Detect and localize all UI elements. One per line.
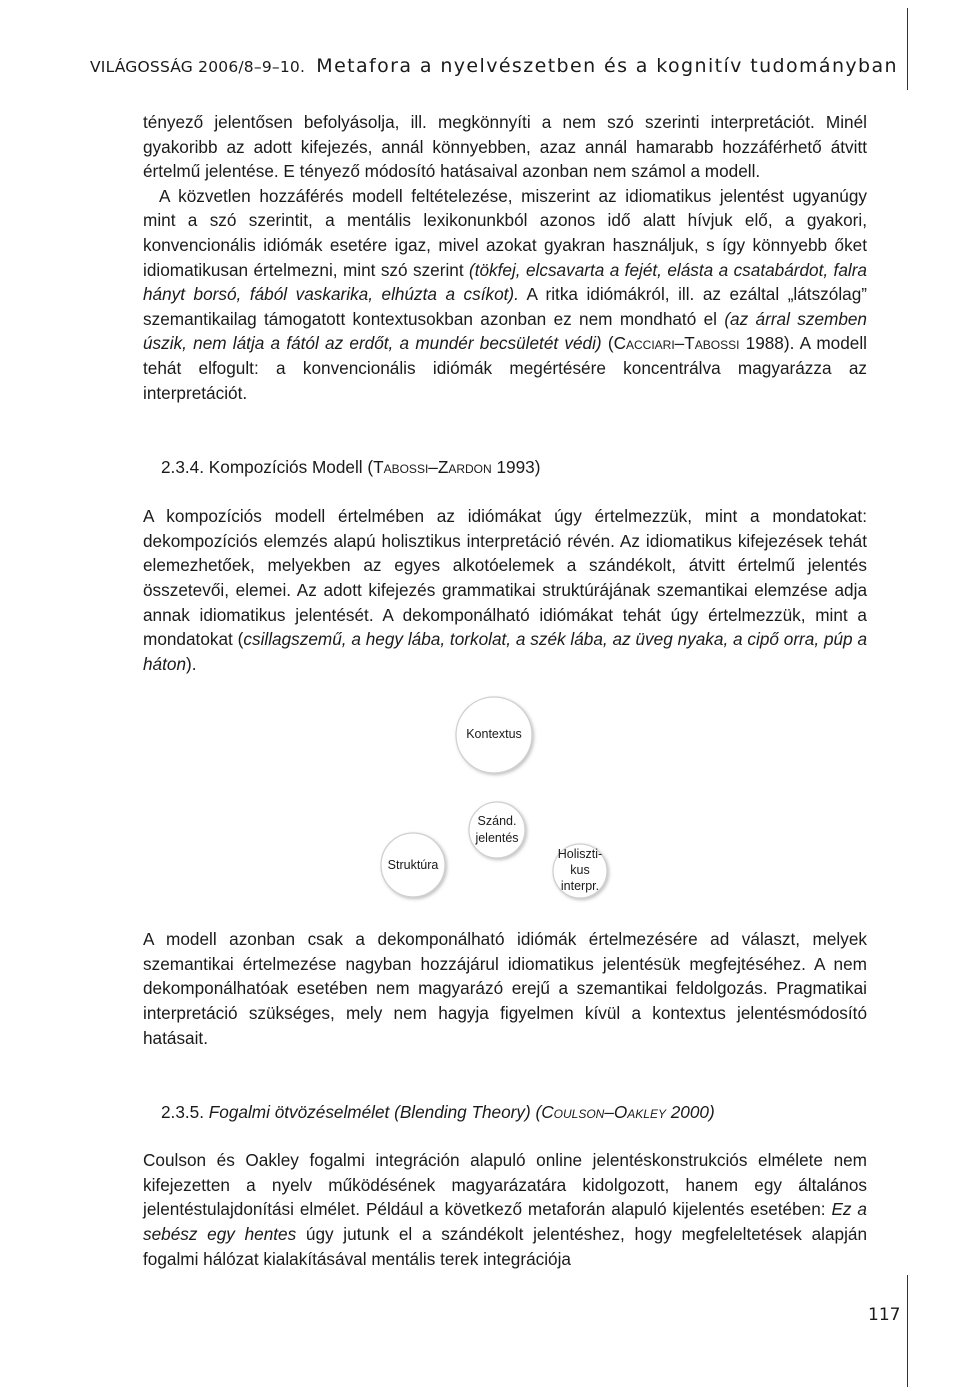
citation-dash: –	[674, 333, 685, 354]
section-year: 1993)	[491, 457, 541, 478]
header-vertical-rule	[907, 8, 908, 90]
paragraph-5-example: Ez a sebész egy hentes	[143, 1199, 867, 1245]
paragraph-3	[143, 504, 867, 676]
citation-author-cacciari: Cacciari	[613, 333, 675, 354]
citation-author-tabossi: Tabossi	[684, 333, 740, 354]
footer-vertical-rule	[907, 1275, 908, 1387]
section-author-coulson: Coulson	[541, 1102, 605, 1123]
section-dash: –	[428, 457, 438, 478]
section-number: 2.3.5.	[161, 1102, 205, 1123]
section-author-tabossi: Tabossi	[373, 457, 429, 478]
paragraph-5-end: úgy jutunk el a szándékolt jelentéshez, hogy megfeleltetések alapján fogalmi hálózat kialakításával mentális terek integrációja	[143, 1224, 868, 1269]
page-header	[0, 0, 960, 90]
node-label-struktura: Struktúra	[387, 858, 439, 873]
section-number: 2.3.4.	[161, 457, 205, 478]
paragraph-2	[143, 184, 867, 405]
paragraph-5-text: Coulson és Oakley fogalmi integráción alapuló online jelentéskonstrukciós elmélete nem kifejezetten a nyelv működésének magyarázatára kidolgozott, hanem egy általános jelentéstulajdonítási elmélet. Például a következő metaforán alapuló kijelentés esetében:	[143, 1150, 867, 1220]
section-year: 2000)	[665, 1102, 715, 1123]
paragraph-3-end: ).	[186, 653, 197, 674]
node-label-kontextus: Kontextus	[466, 727, 522, 742]
page-number: 117	[868, 1305, 901, 1325]
section-dash: –	[604, 1102, 614, 1123]
node-label-szandekolt-jelentes: Szánd. jelentés	[475, 814, 519, 846]
section-title: Fogalmi ötvözéselmélet (Blending Theory) (	[204, 1102, 542, 1123]
paragraph-2-middle: A ritka idiómákról, ill. az ezáltal „látszólag” szemantikailag támogatott kontextusokban azonban ez nem mondható el	[143, 284, 867, 329]
section-author-oakley: Oakley	[613, 1102, 666, 1123]
paragraph-2-examples-rare: (az árral szemben úszik, nem látja a fától az erdőt, a mundér becsületét védi)	[143, 308, 867, 354]
citation-open: (	[601, 333, 614, 354]
page-content	[143, 110, 867, 1271]
section-author-zardon: Zardon	[437, 457, 492, 478]
paragraph-2-end: A modell tehát elfogult: a konvencionális idiómák megértésére koncentrálva magyarázza az interpretációt.	[143, 333, 867, 403]
node-label-holisztikus-interpretacio: Holiszti- kus interpr.	[557, 847, 603, 894]
section-heading-2-3-5	[143, 1100, 867, 1124]
section-title: Kompozíciós Modell (	[204, 457, 374, 478]
running-title: Metafora a nyelvészetben és a kognitív tudományban	[316, 55, 898, 77]
citation-year: 1988).	[739, 333, 795, 354]
compositional-model-diagram	[143, 695, 867, 915]
paragraph-4: A modell azonban csak a dekomponálható idiómák értelmezésére ad választ, melyek szemantikai értelmezése nagyban hozzájárul idiomatikus jelentésük megfejtéséhez. A nem dekomponálhatóak esetében nem magyarázó erejű a szemantikai feldolgozás. Pragmatikai interpretáció szükséges, mely nem hagyja figyelmen kívül a kontextus jelentésmódosító hatásait.	[143, 929, 867, 1048]
paragraph-2-examples-common: (tökfej, elcsavarta a fejét, elásta a csatabárdot, falra hányt borsó, fából vaskarika, elhúzta a csíkot).	[143, 259, 867, 305]
journal-issue: VILÁGOSSÁG 2006/8–9–10.	[90, 58, 306, 76]
paragraph-5	[143, 1148, 867, 1271]
paragraph-3-examples: csillagszemű, a hegy lába, torkolat, a szék lába, az üveg nyaka, a cipő orra, púp a háton	[143, 629, 867, 674]
paragraph-1: tényező jelentősen befolyásolja, ill. megkönnyíti a nem szó szerinti interpretációt. Minél gyakoribb az adott kifejezés, annál könnyebben, azaz annál hamarabb hozzáférhető átvitt értelmű jelentése. E tényező módosító hatásaival azonban nem számol a modell.	[143, 112, 867, 182]
section-heading-2-3-4	[143, 455, 867, 479]
paragraph-3-text: A kompozíciós modell értelmében az idiómákat úgy értelmezzük, mint a mondatokat: dekompozíciós elemzés alapú holisztikus interpretáció révén. Az idiomatikus kifejezések tehát elemezhetőek, melyekben az egyes alkotóelemek a szándékolt, átvitt értelmű jelentés összetevői, elemei. Az adott kifejezés grammatikai struktúrájának szemantikai elemzése adja annak idiomatikus jelentését. A dekomponálható idiómákat tehát úgy értelmezzük, mint a mondatokat (	[143, 506, 867, 650]
paragraph-2-intro: A közvetlen hozzáférés modell feltételezése, miszerint az idiomatikus jelentést ugyanúgy mint a szó szerintit, a mentális lexikonunkból azonos idő alatt hívjuk elő, a gyakori, konvencionális idiómák esetére igaz, mivel azokat gyakran használjuk, s így könnyebb őket idiomatikusan értelmezni, mint szó szerint	[143, 185, 867, 280]
